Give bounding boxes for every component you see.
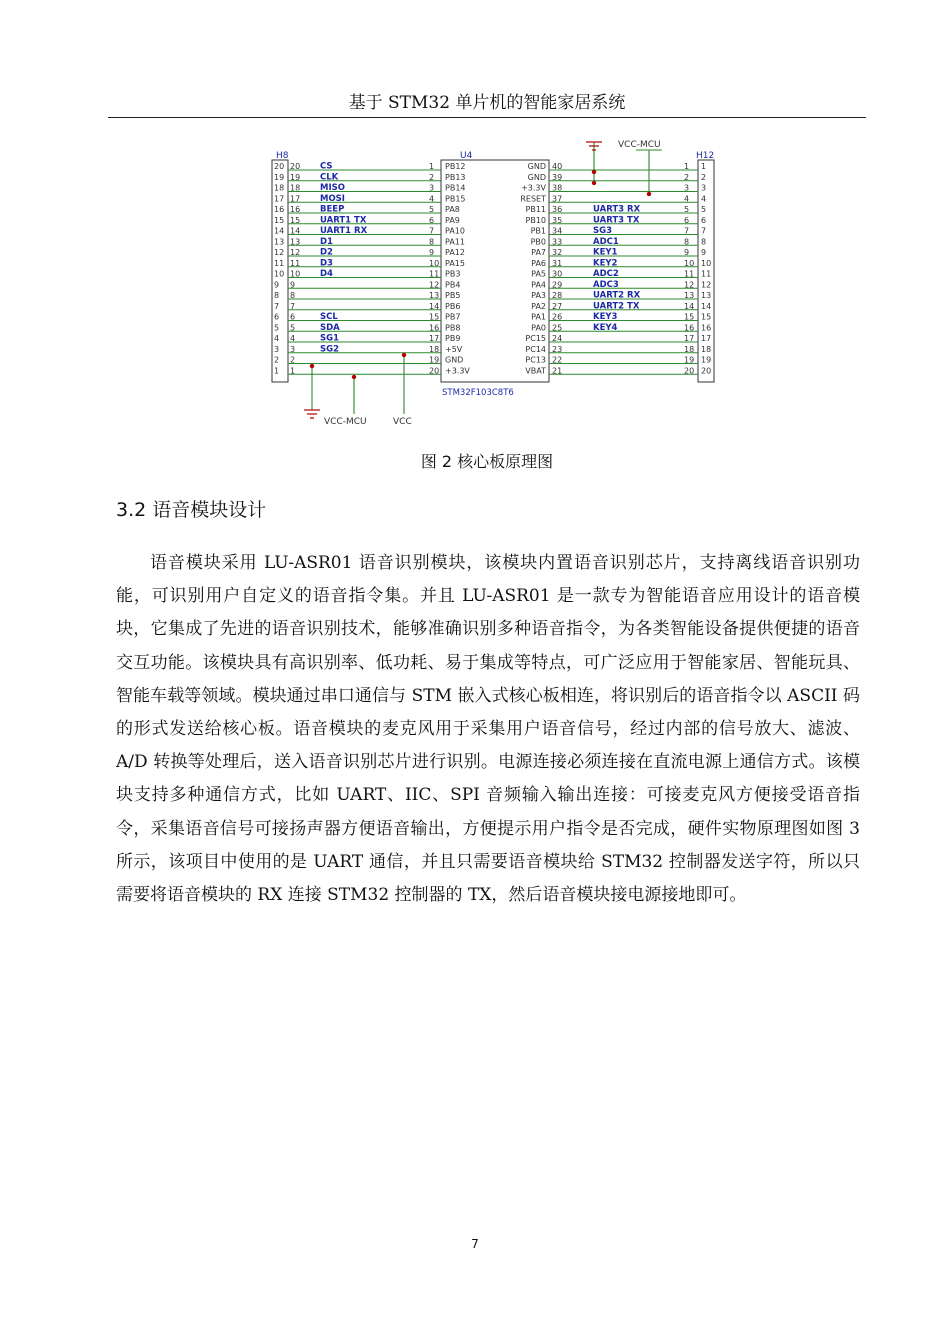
right-wire-pin-number: 3 (684, 183, 690, 193)
chip-left-pin-number: 7 (429, 226, 435, 236)
left-header-pin-number: 19 (274, 172, 285, 182)
right-wire-pin-number: 10 (684, 258, 695, 268)
chip-left-pin-label: PB7 (445, 312, 461, 322)
right-wire-pin-number: 18 (684, 344, 695, 354)
chip-right-pin-label: PB1 (530, 226, 546, 236)
left-signal-label: D1 (320, 236, 333, 247)
left-wire-pin-number: 15 (290, 215, 301, 225)
chip-right-pin-label: PA3 (531, 291, 546, 300)
right-signal-label: ADC1 (593, 236, 619, 247)
right-header-label: H12 (696, 151, 715, 161)
left-header-pin-number: 4 (274, 334, 280, 343)
chip-right-pin-label: VBAT (525, 366, 546, 376)
left-header-pin-number: 11 (274, 258, 285, 268)
left-signal-label: UART1 TX (320, 215, 367, 226)
chip-left-pin-label: PB8 (445, 323, 461, 333)
chip-left-pin-label: PB3 (445, 269, 461, 279)
left-wire-pin-number: 11 (290, 258, 301, 268)
schematic-figure (264, 138, 726, 430)
right-header-pin-number: 15 (701, 312, 712, 322)
right-header-pin-number: 6 (701, 215, 707, 225)
right-header-pin-number: 19 (701, 355, 712, 365)
chip-right-pin-label: +3.3V (521, 183, 546, 193)
right-signal-label: UART3 RX (593, 204, 641, 215)
left-wire-pin-number: 13 (290, 237, 301, 247)
right-header-pin-number: 5 (701, 205, 707, 214)
left-header-pin-number: 7 (274, 301, 280, 311)
left-signal-label: SCL (320, 312, 338, 322)
chip-left-pin-label: PA15 (445, 258, 465, 268)
right-header-pin-number: 9 (701, 248, 707, 257)
right-signal-label: KEY3 (593, 312, 618, 322)
right-signal-label: KEY2 (593, 258, 618, 269)
right-signal-label: UART3 TX (593, 215, 640, 226)
right-header-pin-number: 4 (701, 194, 707, 204)
right-header-pin-number: 17 (701, 334, 712, 343)
right-wire-pin-number: 7 (684, 226, 690, 236)
chip-left-pin-label: PA10 (445, 226, 465, 236)
right-signal-label: KEY1 (593, 247, 618, 258)
chip-left-pin-label: PB5 (445, 291, 461, 300)
left-signal-label: MOSI (320, 193, 345, 204)
right-signal-label: SG3 (593, 226, 613, 236)
chip-left-pin-label: PA12 (445, 248, 465, 257)
left-header-pin-number: 9 (274, 280, 280, 290)
chip-right-pin-label: GND (527, 162, 546, 171)
chip-left-pin-number: 3 (429, 183, 435, 193)
left-wire-pin-number: 5 (290, 323, 296, 333)
chip-left-pin-label: +5V (445, 344, 463, 354)
left-signal-label: BEEP (320, 204, 345, 215)
chip-right-pin-number: 21 (552, 366, 563, 376)
chip-left-pin-number: 20 (429, 366, 440, 376)
chip-left-pin-number: 2 (429, 172, 435, 182)
chip-left-pin-number: 15 (429, 312, 440, 322)
right-wire-pin-number: 4 (684, 194, 690, 204)
left-signal-label: SDA (320, 322, 340, 333)
left-header-pin-number: 10 (274, 269, 285, 279)
left-header-pin-number: 6 (274, 312, 280, 322)
left-header-pin-number: 3 (274, 344, 280, 354)
bottom-power-label: VCC-MCU (324, 417, 367, 427)
chip-left-pin-label: PB4 (445, 280, 461, 290)
figure-caption: 图 2 核心板原理图 (420, 452, 554, 471)
left-header-pin-number: 16 (274, 205, 285, 214)
chip-right-pin-number: 36 (552, 205, 563, 214)
right-wire-pin-number: 19 (684, 355, 695, 365)
chip-right-pin-number: 35 (552, 215, 563, 225)
chip-left-pin-number: 18 (429, 344, 440, 354)
core-board-schematic (264, 138, 726, 430)
chip-left-pin-number: 16 (429, 323, 440, 333)
junction-dot (310, 364, 314, 368)
right-header-pin-number: 3 (701, 183, 707, 193)
chip-left-pin-label: PA9 (445, 215, 460, 225)
chip-left-pin-label: PA11 (445, 237, 465, 247)
right-wire-pin-number: 2 (684, 172, 690, 182)
left-wire-pin-number: 3 (290, 344, 296, 354)
right-header-pin-number: 20 (701, 366, 712, 376)
chip-right-pin-label: PA5 (531, 269, 546, 279)
chip-left-pin-number: 4 (429, 194, 435, 204)
chip-left-pin-number: 8 (429, 237, 435, 247)
left-wire-pin-number: 2 (290, 355, 296, 365)
chip-right-pin-label: PA2 (531, 301, 546, 311)
chip-right-pin-number: 31 (552, 258, 563, 268)
chip-left-pin-label: PB6 (445, 301, 461, 311)
left-wire-pin-number: 6 (290, 312, 296, 322)
chip-right-pin-label: PC15 (525, 334, 546, 343)
right-header-pin-number: 18 (701, 344, 712, 354)
right-signal-label: UART2 TX (593, 301, 640, 312)
left-header-pin-number: 15 (274, 215, 285, 225)
page-number: 7 (471, 1237, 479, 1251)
right-signal-label: KEY4 (593, 322, 618, 333)
right-wire-pin-number: 14 (684, 301, 695, 311)
left-signal-label: SG2 (320, 344, 340, 355)
chip-left-pin-label: PB12 (445, 162, 466, 171)
chip-right-pin-label: PB11 (525, 205, 546, 214)
right-header-pin-number: 8 (701, 237, 707, 247)
chip-right-pin-number: 37 (552, 194, 563, 204)
left-wire-pin-number: 10 (290, 269, 301, 279)
left-wire-pin-number: 20 (290, 162, 301, 171)
chip-right-pin-label: PA7 (531, 248, 546, 257)
junction-dot (402, 353, 406, 357)
left-header-pin-number: 14 (274, 226, 285, 236)
right-header-pin-number: 1 (701, 162, 707, 171)
right-header-pin-number: 11 (701, 269, 712, 279)
chip-left-pin-number: 11 (429, 269, 440, 279)
junction-dot (592, 181, 596, 185)
chip-right-pin-number: 29 (552, 280, 563, 290)
section-heading: 3.2 语音模块设计 (116, 499, 267, 521)
chip-right-pin-label: PA0 (531, 323, 546, 333)
right-wire-pin-number: 11 (684, 269, 695, 279)
chip-right-pin-label: PA6 (531, 258, 546, 268)
chip-right-pin-label: PC13 (525, 355, 546, 365)
left-wire-pin-number: 16 (290, 205, 301, 214)
right-header-pin-number: 13 (701, 291, 712, 300)
junction-dot (647, 192, 651, 196)
chip-left-pin-label: PB13 (445, 172, 466, 182)
chip-left-pin-number: 14 (429, 301, 440, 311)
chip-part-label: STM32F103C8T6 (442, 388, 514, 398)
chip-right-pin-number: 26 (552, 312, 563, 322)
chip-left-pin-label: PB9 (445, 334, 461, 343)
right-wire-pin-number: 8 (684, 237, 690, 247)
chip-right-pin-number: 22 (552, 355, 563, 365)
junction-dot (592, 170, 596, 174)
right-wire-pin-number: 16 (684, 323, 695, 333)
chip-right-pin-number: 25 (552, 323, 563, 333)
left-header-label: H8 (276, 151, 289, 161)
right-wire-pin-number: 13 (684, 291, 695, 300)
left-header-pin-number: 12 (274, 248, 285, 257)
left-wire-pin-number: 9 (290, 280, 296, 290)
left-header-pin-number: 20 (274, 162, 285, 171)
chip-right-pin-number: 32 (552, 248, 563, 257)
junction-dot (352, 375, 356, 379)
chip-right-pin-label: PB0 (530, 237, 546, 247)
chip-left-pin-number: 13 (429, 291, 440, 300)
chip-right-pin-number: 30 (552, 269, 563, 279)
right-signal-label: ADC3 (593, 279, 619, 290)
right-header-pin-number: 12 (701, 280, 712, 290)
chip-left-pin-number: 5 (429, 205, 435, 214)
chip-right-pin-number: 38 (552, 183, 563, 193)
chip-right-pin-number: 39 (552, 172, 563, 182)
header-rule (108, 117, 866, 118)
right-header-pin-number: 10 (701, 258, 712, 268)
left-header-pin-number: 5 (274, 323, 280, 333)
chip-left-pin-number: 6 (429, 215, 435, 225)
left-wire-pin-number: 1 (290, 366, 296, 376)
top-power-label: VCC-MCU (618, 140, 661, 150)
right-header-pin-number: 14 (701, 301, 712, 311)
left-header-pin-number: 13 (274, 237, 285, 247)
chip-right-pin-number: 27 (552, 301, 563, 311)
left-signal-label: D2 (320, 247, 333, 258)
left-wire-pin-number: 19 (290, 172, 301, 182)
chip-left-pin-label: PB14 (445, 183, 466, 193)
left-header-pin-number: 17 (274, 194, 285, 204)
left-signal-label: D3 (320, 258, 333, 269)
chip-left-pin-label: PB15 (445, 194, 466, 204)
running-header: 基于 STM32 单片机的智能家居系统 (348, 93, 626, 113)
chip-right-pin-label: PC14 (525, 344, 546, 354)
left-signal-label: MISO (320, 183, 345, 193)
right-wire-pin-number: 6 (684, 215, 690, 225)
chip-right-pin-number: 23 (552, 344, 563, 354)
chip-right-pin-number: 24 (552, 334, 563, 343)
left-signal-label: CLK (320, 172, 339, 183)
chip-left-pin-label: +3.3V (445, 366, 470, 376)
chip-right-pin-number: 33 (552, 237, 563, 247)
chip-right-pin-number: 40 (552, 162, 563, 171)
chip-left-pin-label: PA8 (445, 205, 460, 214)
right-header-pin-number: 7 (701, 226, 707, 236)
left-wire-pin-number: 4 (290, 334, 296, 343)
right-wire-pin-number: 9 (684, 248, 690, 257)
chip-right-pin-label: PA4 (531, 280, 546, 290)
chip-left-pin-number: 1 (429, 162, 435, 171)
chip-right-pin-label: PA1 (531, 312, 546, 322)
right-wire-pin-number: 17 (684, 334, 695, 343)
left-signal-label: CS (320, 161, 333, 172)
body-paragraph: 语音模块采用 LU-ASR01 语音识别模块，该模块内置语音识别芯片，支持离线语音识别功能，可识别用户自定义的语音指令集。并且 LU-ASR01 是一款专为智能语音应用设计的语音模块，它集成了先进的语音识别技术，能够准确识别多种语音指令，为各类智能设备提供便捷的语音交互功能。该模块具有高识别率、低功耗、易于集成等特点，可广泛应用于智能家居、智能玩具、智能车载等领域。模块通过串口通信与 STM 嵌入式核心板相连，将识别后的语音指令以 ASCII 码的形式发送给核心板。语音模块的麦克风用于采集用户语音信号，经过内部的信号放大、滤波、A/D 转换等处理后，送入语音识别芯片进行识别。电源连接必须连接在直流电源上通信方式。该模块支持多种通信方式，比如 UART、IIC、SPI 音频输入输出连接：可接麦克风方便接受语音指令，采集语音信号可接扬声器方便语音输出，方便提示用户指令是否完成，硬件实物原理图如图 3 所示，该项目中使用的是 UART 通信，并且只需要语音模块给 STM32 控制器发送字符，所以只需要将语音模块的 RX 连接 STM32 控制器的 TX，然后语音模块接电源接地即可。 (116, 553, 860, 906)
right-wire-pin-number: 1 (684, 162, 690, 171)
left-header-pin-number: 8 (274, 291, 280, 300)
chip-label: U4 (460, 151, 473, 161)
right-signal-label: ADC2 (593, 269, 619, 279)
right-signal-label: UART2 RX (593, 290, 641, 301)
left-header-pin-number: 18 (274, 183, 285, 193)
left-signal-label: D4 (320, 269, 333, 279)
left-wire-pin-number: 7 (290, 301, 296, 311)
chip-right-pin-label: GND (527, 172, 546, 182)
chip-left-pin-number: 12 (429, 280, 440, 290)
chip-right-pin-number: 34 (552, 226, 563, 236)
chip-left-pin-number: 10 (429, 258, 440, 268)
left-wire-pin-number: 14 (290, 226, 301, 236)
chip-right-pin-number: 28 (552, 291, 563, 300)
right-wire-pin-number: 15 (684, 312, 695, 322)
chip-left-pin-number: 9 (429, 248, 435, 257)
left-wire-pin-number: 17 (290, 194, 301, 204)
left-wire-pin-number: 8 (290, 291, 296, 300)
right-wire-pin-number: 5 (684, 205, 690, 214)
left-wire-pin-number: 12 (290, 248, 301, 257)
chip-left-pin-number: 19 (429, 355, 440, 365)
chip-left-pin-label: GND (445, 355, 464, 365)
right-wire-pin-number: 12 (684, 280, 695, 290)
chip-left-pin-number: 17 (429, 334, 440, 343)
left-header-pin-number: 2 (274, 355, 280, 365)
right-wire-pin-number: 20 (684, 366, 695, 376)
left-signal-label: UART1 RX (320, 226, 368, 236)
left-wire-pin-number: 18 (290, 183, 301, 193)
right-header-pin-number: 16 (701, 323, 712, 333)
right-header-pin-number: 2 (701, 172, 707, 182)
bottom-vcc-label: VCC (393, 417, 412, 427)
left-header-pin-number: 1 (274, 366, 280, 376)
chip-right-pin-label: PB10 (525, 215, 546, 225)
left-signal-label: SG1 (320, 333, 340, 344)
chip-right-pin-label: RESET (520, 194, 546, 204)
